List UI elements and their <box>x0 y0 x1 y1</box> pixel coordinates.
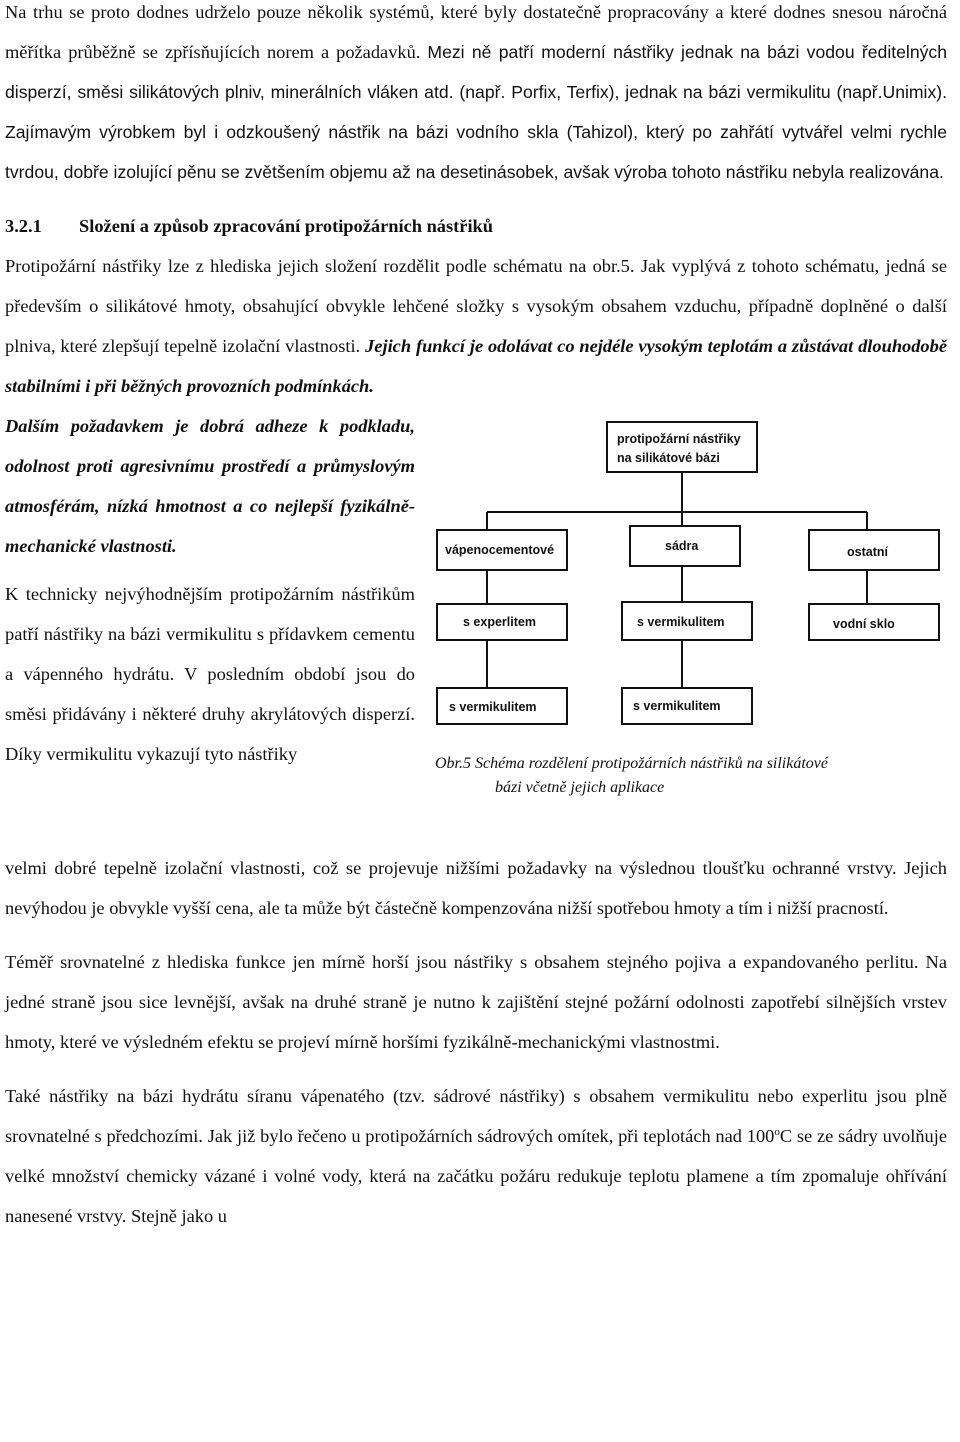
label-s-experlitem: s experlitem <box>463 615 536 629</box>
diagram-connectors <box>487 472 867 688</box>
intro-sans-text-2: Zajímavým výrobkem byl i odzkoušený nástřik na bázi vodního skla (Tahizol), který po zahřátí vytvářel velmi rychle tvrdou, dobře izolující pěnu se zvětšením objemu až na desetinásobek, avšak výroba tohoto nástřiku nebyla realizována. <box>5 122 947 182</box>
label-s-vermikulitem-2: s vermikulitem <box>633 699 721 713</box>
label-s-vermikulitem-vapeno: s vermikulitem <box>449 700 537 714</box>
root-label-line2: na silikátové bázi <box>617 451 720 465</box>
section-number: 3.2.1 <box>5 216 42 236</box>
gypsum-text-before: Také nástřiky na bázi hydrátu síranu vápenatého (tzv. sádrové nástřiky) s obsahem vermikulitu nebo experlitu jsou plně srovnatelné s předchozími. Jak již bylo řečeno u protipožárních sádrových omítek, při teplotách nad 100 <box>5 1086 947 1146</box>
caption-line2: bázi včetně jejich aplikace <box>495 779 665 796</box>
gypsum-text-after: C se ze sádry uvolňuje velké množství chemicky vázané i volné vody, která na začátku požáru redukuje teplotu plamene a tím zpomaluje ohřívání nanesené vrstvy. Stejně jako u <box>5 1126 947 1226</box>
continuation-paragraph: velmi dobré tepelně izolační vlastnosti, což se projevuje nižšími požadavky na výslednou tloušťku ochranné vrstvy. Jejich nevýhodou je obvykle vyšší cena, ale ta může být částečně kompenzována nižší spotřebou hmoty a tím i nižší pracností. <box>5 858 947 918</box>
document-page <box>5 0 947 1236</box>
section-title: Složení a způsob zpracování protipožárních nástřiků <box>79 216 494 236</box>
classification-diagram <box>427 408 947 798</box>
intro-paragraph <box>5 0 947 192</box>
root-label-line1: protipožární nástřiky <box>617 432 741 446</box>
figure-5 <box>427 408 947 848</box>
perlite-paragraph: Téměř srovnatelné z hlediska funkce jen mírně horší jsou nástřiky s obsahem stejného pojiva a expandovaného perlitu. Na jedné straně jsou sice levnější, avšak na druhé straně je nutno k zajištění stejné požární odolnosti zapotřebí silnějších vrstev hmoty, které ve výsledném efektu se projeví mírně horšími fyzikálně-mechanickými vlastnostmi. <box>5 952 947 1052</box>
composition-paragraph <box>5 246 947 406</box>
vermiculite-text: K technicky nejvýhodnějším protipožárním nástřikům patří nástřiky na bázi vermikulitu s přídavkem cementu a vápenného hydrátu. V posledním období jsou do směsi přidávány i některé druhy akrylátových disperzí. Díky vermikulitu vykazují tyto nástřiky <box>5 584 415 764</box>
requirements-emphasis: Dalším požadavkem je dobrá adheze k podkladu, odolnost proti agresivnímu prostředí a průmyslovým atmosférám, nízká hmotnost a co nejlepší fyzikálně-mechanické vlastnosti. <box>5 416 415 556</box>
function-emphasis: Jejich funkcí je odolávat co nejdéle vysokým teplotám a zůstávat dlouhodobě stabilními i při běžných provozních podmínkách. <box>5 336 947 396</box>
figure-caption <box>435 752 945 800</box>
degree-sign: o <box>774 1125 780 1138</box>
caption-line1: Obr.5 Schéma rozdělení protipožárních nástřiků na silikátové <box>435 755 828 772</box>
composition-text: Protipožární nástřiky lze z hlediska jejich složení rozdělit podle schématu na obr.5. Jak vyplývá z tohoto schématu, jedná se především o silikátové hmoty, obsahující obvykle lehčené složky s vysokým obsahem vzduchu, případně doplněné o další plniva, které zlepšují tepelně izolační vlastnosti. <box>5 256 947 356</box>
intro-sans-text: Mezi ně patří moderní nástřiky jednak na bázi vodou ředitelných disperzí, směsi silikátových plniv, minerálních vláken atd. (např. Porfix, Terfix), jednak na bázi vermikulitu (např.Unimix). <box>5 42 947 102</box>
gypsum-paragraph <box>5 1076 947 1236</box>
left-column <box>5 406 415 774</box>
intro-serif-text: Na trhu se proto dodnes udrželo pouze několik systémů, které byly dostatečně propracovány a které dodnes snesou náročná měřítka průběžně se zpřísňujících norem a požadavků. <box>5 2 947 62</box>
label-s-vermikulitem-sadra: s vermikulitem <box>637 615 725 629</box>
label-vapenocementove: vápenocementové <box>445 543 555 557</box>
label-vodni-sklo: vodní sklo <box>833 617 895 631</box>
section-heading <box>5 206 947 246</box>
label-sadra: sádra <box>665 539 699 553</box>
label-ostatni: ostatní <box>847 545 888 559</box>
